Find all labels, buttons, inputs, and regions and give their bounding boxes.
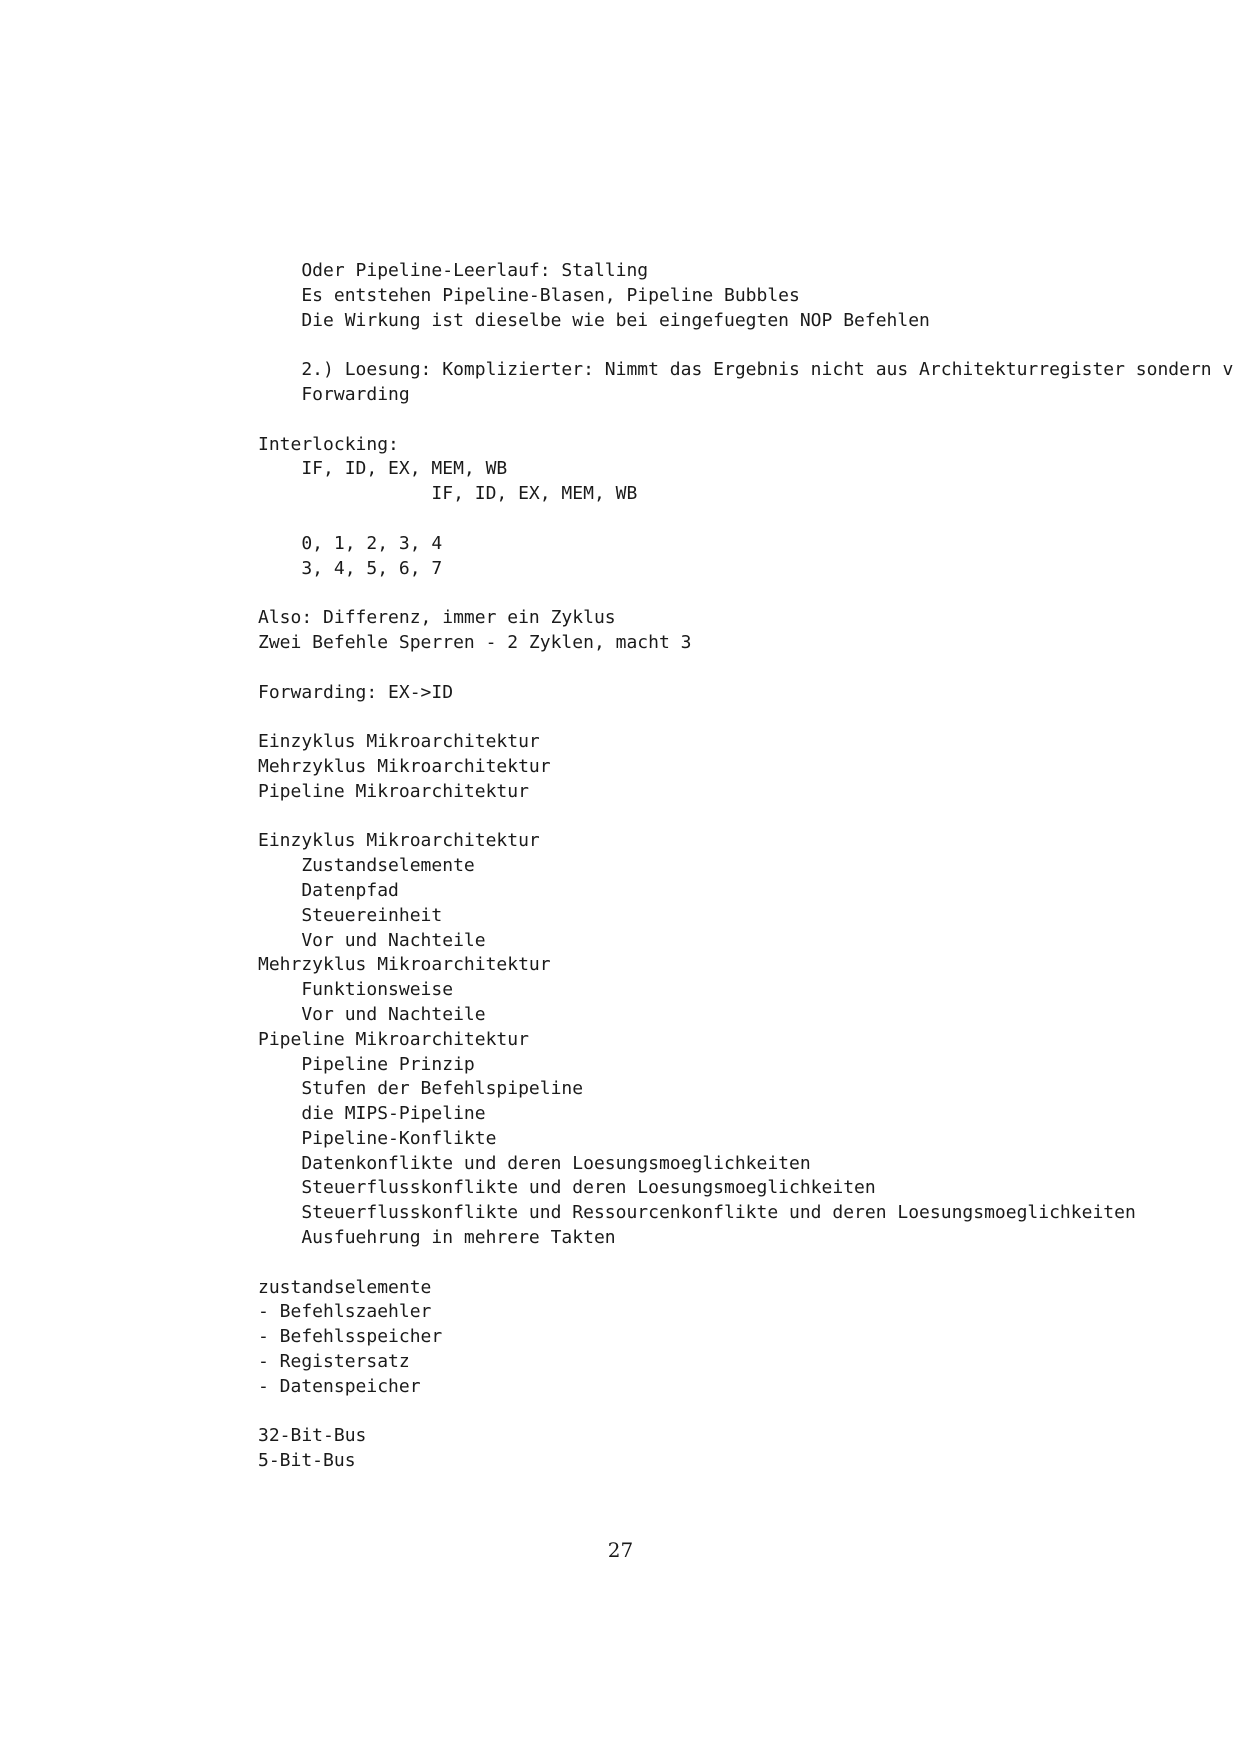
text-line: Es entstehen Pipeline-Blasen, Pipeline Bubbles [258, 284, 800, 306]
blank-line [258, 581, 1241, 606]
blank-line [258, 805, 1241, 830]
text-line: Pipeline Mikroarchitektur [258, 1028, 529, 1050]
text-line: Stufen der Befehlspipeline [258, 1078, 584, 1100]
text-line: Datenkonflikte und deren Loesungsmoeglichkeiten [258, 1152, 811, 1174]
text-line: Die Wirkung ist dieselbe wie bei eingefuegten NOP Befehlen [258, 309, 930, 331]
text-line: IF, ID, EX, MEM, WB [258, 458, 508, 480]
text-line: Datenpfad [258, 879, 399, 901]
text-line: Steuereinheit [258, 904, 443, 926]
blank-line [258, 1251, 1241, 1276]
text-line: Einzyklus Mikroarchitektur [258, 731, 540, 753]
blank-line [258, 333, 1241, 358]
text-line: Forwarding [258, 383, 410, 405]
text-line: Forwarding: EX->ID [258, 681, 454, 703]
text-line: IF, ID, EX, MEM, WB [258, 483, 638, 505]
text-line: Pipeline Mikroarchitektur [258, 780, 529, 802]
text-line: 5-Bit-Bus [258, 1450, 356, 1472]
text-line: Zustandselemente [258, 855, 475, 877]
text-line: Funktionsweise [258, 979, 454, 1001]
text-line: Mehrzyklus Mikroarchitektur [258, 954, 551, 976]
text-line: die MIPS-Pipeline [258, 1103, 486, 1125]
page-number: 27 [607, 1538, 634, 1562]
text-line: 3, 4, 5, 6, 7 [258, 557, 443, 579]
blank-line [258, 705, 1241, 730]
text-line: Mehrzyklus Mikroarchitektur [258, 755, 551, 777]
text-line: - Befehlszaehler [258, 1301, 432, 1323]
text-line: zustandselemente [258, 1276, 432, 1298]
text-line: Steuerflusskonflikte und deren Loesungsmoeglichkeiten [258, 1177, 876, 1199]
text-line: - Befehlsspeicher [258, 1326, 443, 1348]
text-line: Einzyklus Mikroarchitektur [258, 830, 540, 852]
text-line: Vor und Nachteile [258, 929, 486, 951]
blank-line [258, 1400, 1241, 1425]
text-line: 32-Bit-Bus [258, 1425, 367, 1447]
blank-line [258, 408, 1241, 433]
text-line: Zwei Befehle Sperren - 2 Zyklen, macht 3 [258, 631, 692, 653]
text-line: Vor und Nachteile [258, 1003, 486, 1025]
text-line: Ausfuehrung in mehrere Takten [258, 1227, 616, 1249]
text-line: Oder Pipeline-Leerlauf: Stalling [258, 260, 649, 281]
text-line: Interlocking: [258, 433, 399, 455]
text-line: - Registersatz [258, 1351, 410, 1373]
text-line: Also: Differenz, immer ein Zyklus [258, 607, 616, 629]
text-line: 2.) Loesung: Komplizierter: Nimmt das Ergebnis nicht aus Architekturregister sondern v [258, 359, 1234, 381]
text-line: - Datenspeicher [258, 1375, 421, 1397]
blank-line [258, 507, 1241, 532]
text-line: Steuerflusskonflikte und Ressourcenkonflikte und deren Loesungsmoeglichkeiten [258, 1202, 1136, 1224]
text-line: Pipeline Prinzip [258, 1053, 475, 1075]
verbatim-text-block [258, 259, 1241, 1474]
text-line: Pipeline-Konflikte [258, 1127, 497, 1149]
blank-line [258, 656, 1241, 681]
text-line: 0, 1, 2, 3, 4 [258, 532, 443, 554]
